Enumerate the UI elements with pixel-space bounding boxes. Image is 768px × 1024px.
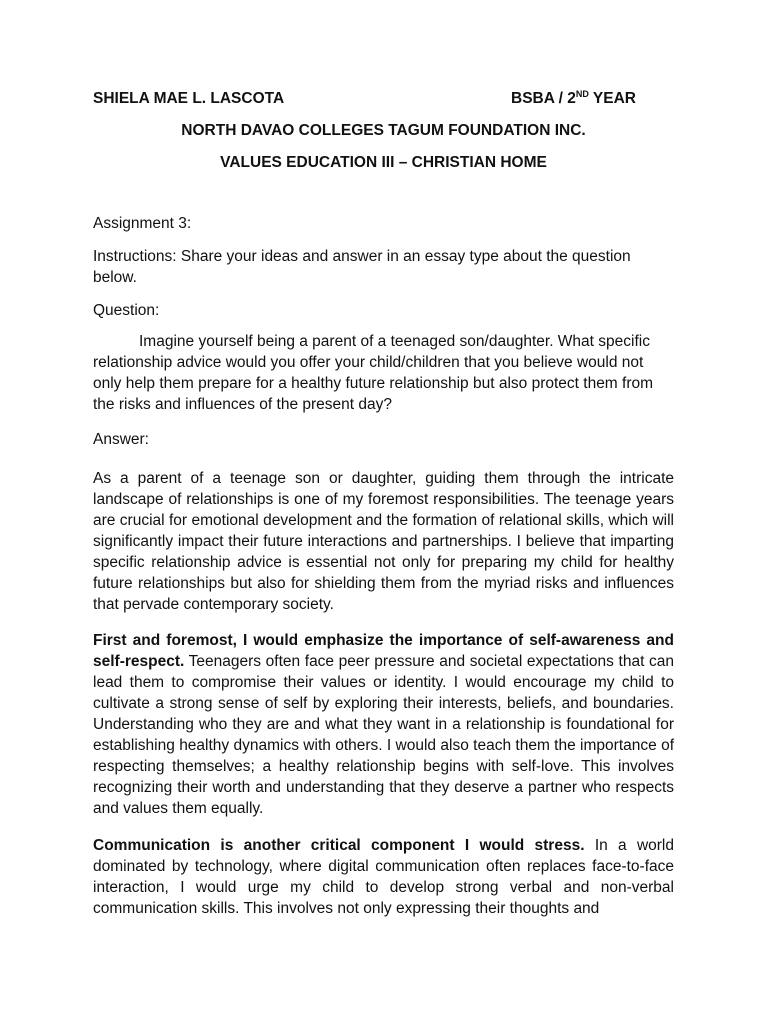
course-prefix: BSBA / 2 — [511, 90, 576, 107]
paragraph-2-lead: First and foremost, I would emphasize the importance of self-awareness and self-respect. — [93, 632, 674, 670]
course-year — [511, 88, 636, 109]
answer-paragraph-1: As a parent of a teenage son or daughter, guiding them through the intricate landscape of relationships is one of my foremost responsibilities. The teenage years are crucial for emotional development and the formation of relational skills, which will significantly impact their future interactions and partnerships. I believe that imparting specific relationship advice is essential not only for preparing my child for healthy future relationships but also for shielding them from the myriad risks and influences that pervade contemporary society. — [93, 470, 674, 613]
answer-paragraph-2 — [93, 630, 674, 819]
answer-label: Answer: — [93, 431, 149, 448]
paragraph-3-body: In a world dominated by technology, where digital communication often replaces face-to-face interaction, I would urge my child to develop strong verbal and non-verbal communication skills. This involves not only expressing their thoughts and — [93, 837, 674, 917]
answer-paragraph-3 — [93, 835, 674, 919]
assignment-title: Assignment 3: — [93, 215, 192, 232]
course-superscript: ND — [575, 89, 589, 99]
question-text: Imagine yourself being a parent of a teenaged son/daughter. What specific relationship advice would you offer your child/children that you believe would not only help them prepare for a healthy future relationship but also protect them from the risks and influences of the present day? — [93, 333, 654, 413]
subject-title: VALUES EDUCATION III – CHRISTIAN HOME — [220, 154, 547, 171]
question-label: Question: — [93, 302, 160, 319]
paragraph-2-body: Teenagers often face peer pressure and societal expectations that can lead them to compromise their values or identity. I would encourage my child to cultivate a strong sense of self by exploring their interests, beliefs, and boundaries. Understanding who they are and what they want in a relationship is foundational for establishing healthy dynamics with others. I would also teach them the importance of respecting themselves; a healthy relationship begins with self-love. This involves recognizing their worth and understanding that they deserve a partner who respects and values them equally. — [93, 653, 674, 817]
student-name: SHIELA MAE L. LASCOTA — [93, 90, 285, 107]
school-name: NORTH DAVAO COLLEGES TAGUM FOUNDATION INC. — [181, 122, 586, 139]
instructions-text: Instructions: Share your ideas and answer in an essay type about the question below. — [93, 248, 631, 286]
paragraph-3-lead: Communication is another critical component I would stress. — [93, 837, 585, 854]
course-suffix: YEAR — [588, 90, 636, 107]
